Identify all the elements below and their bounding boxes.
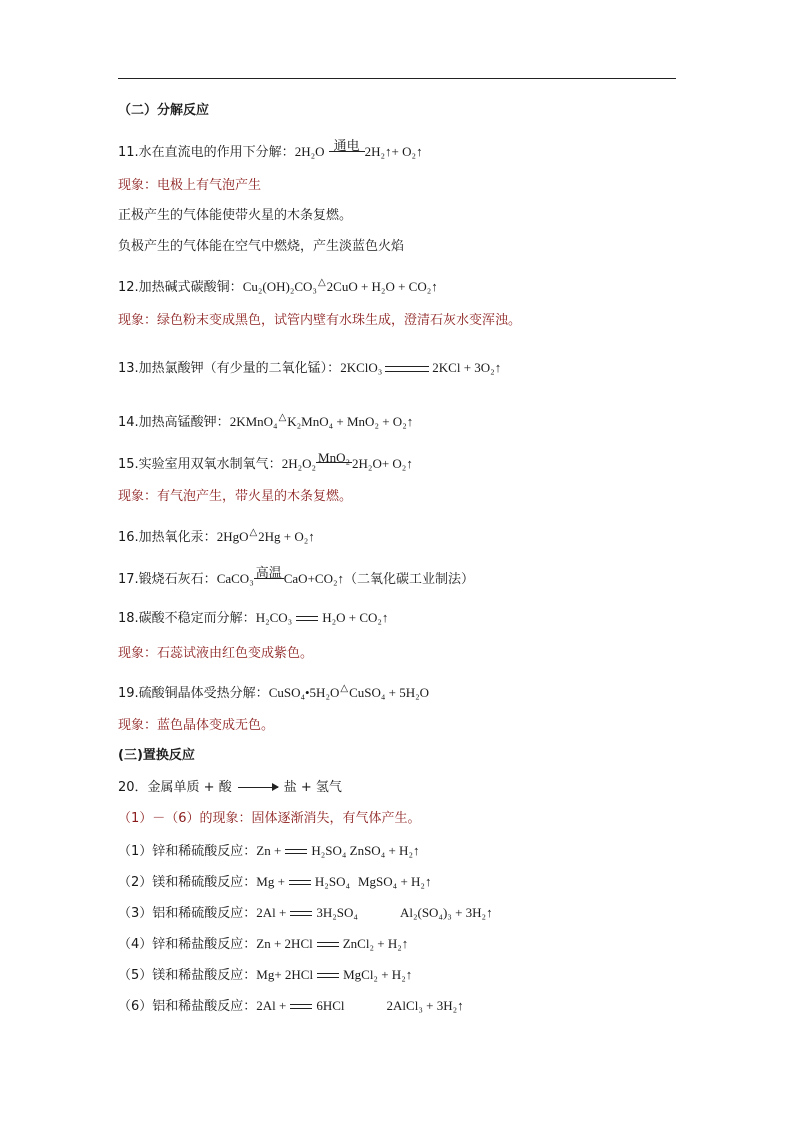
reaction-label: 18.碳酸不稳定而分解： (118, 611, 256, 626)
reactants: Mg + (256, 874, 285, 889)
reactants: 2KMnO₄ (229, 414, 278, 429)
reaction-15 (118, 450, 413, 474)
equals-sign-icon (290, 911, 312, 916)
products: 盐 + 氢气 (283, 780, 342, 795)
observation-20: （1）－（6）的现象：固体逐渐消失，有气体产生。 (118, 811, 421, 826)
products: H₂O + CO₂↑ (322, 610, 389, 625)
reactants: Zn + 2HCl (256, 936, 313, 951)
equals-sign-icon (385, 366, 429, 372)
equals-sign-icon (290, 1004, 312, 1009)
sub-reaction-2 (118, 873, 431, 892)
observation-12: 现象：绿色粉末变成黑色，试管内壁有水珠生成，澄清石灰水变浑浊。 (118, 313, 522, 328)
reaction-label: 14.加热高锰酸钾： (118, 415, 230, 430)
reactants: Cu₂(OH)₂CO₃ (242, 279, 317, 294)
equals-sign-icon (289, 880, 311, 885)
reaction-condition (316, 450, 352, 471)
products: 2AlCl₃ + 3H₂↑ (386, 998, 464, 1013)
equals-sign-icon (317, 973, 339, 978)
heat-triangle-icon: △ (340, 683, 349, 694)
observation-18: 现象：石蕊试液由红色变成紫色。 (118, 646, 314, 661)
observation-15: 现象：有气泡产生，带火星的木条复燃。 (118, 489, 353, 504)
condition-text: 通电 (333, 139, 360, 154)
products: 2H₂O+ O₂↑ (352, 456, 413, 471)
reaction-12 (118, 278, 438, 298)
section-title-substitution: (三)置换反应 (118, 748, 195, 763)
heat-triangle-icon: △ (249, 527, 258, 538)
sub-reaction-label: （1）锌和稀硫酸反应： (118, 844, 257, 859)
reaction-label: 11.水在直流电的作用下分解： (118, 145, 295, 160)
equals-sign-icon (317, 942, 339, 947)
reactants: CuSO₄•5H₂O (268, 685, 340, 700)
reaction-14 (118, 413, 413, 433)
reactants: CaCO₃ (216, 571, 254, 586)
products: Al₂(SO₄)₃ + 3H₂↑ (399, 905, 493, 920)
sub-reaction-4 (118, 935, 408, 954)
reaction-label: 20．金属单质 + 酸 (118, 780, 232, 795)
reaction-16 (118, 528, 315, 548)
products: CuSO₄ + 5H₂O (349, 685, 430, 700)
sub-reaction-1 (118, 842, 419, 861)
sub-reaction-5 (118, 966, 412, 985)
acid: H₂SO₄ (314, 874, 350, 889)
arrow-right-icon (238, 787, 278, 788)
heat-triangle-icon: △ (317, 277, 326, 288)
sub-reaction-label: （3）铝和稀硫酸反应： (118, 906, 257, 921)
products: 2CuO + H₂O + CO₂↑ (326, 279, 438, 294)
sub-reaction-3 (118, 904, 493, 923)
reaction-13 (118, 359, 501, 378)
products: CaO+CO₂↑ (283, 571, 344, 586)
heat-triangle-icon: △ (278, 412, 287, 423)
reactants: 2KClO₃ (340, 360, 383, 375)
reaction-condition (329, 139, 365, 160)
reaction-label: 17.锻烧石灰石： (118, 572, 217, 587)
reaction-label: 13.加热氯酸钾（有少量的二氧化锰）： (118, 361, 341, 376)
reaction-label: 16.加热氧化汞： (118, 530, 217, 545)
sub-reaction-label: （5）镁和稀盐酸反应： (118, 968, 257, 983)
products: MgSO₄ + H₂↑ (358, 874, 432, 889)
reaction-18 (118, 609, 388, 628)
acid: 6HCl (316, 998, 345, 1013)
sub-reaction-label: （6）铝和稀盐酸反应： (118, 999, 257, 1014)
reaction-label: 19.硫酸铜晶体受热分解： (118, 686, 269, 701)
sub-reaction-6 (118, 997, 464, 1016)
products: MgCl₂ + H₂↑ (343, 967, 413, 982)
reaction-19 (118, 684, 429, 704)
reactants: 2H₂O₂ (281, 456, 317, 471)
acid: 3H₂SO₄ (316, 905, 358, 920)
reaction-condition (254, 566, 284, 587)
reactants: H₂CO₃ (255, 610, 293, 625)
observation-11: 现象：电极上有气泡产生 (118, 178, 262, 193)
reactants: 2H₂O (294, 144, 325, 159)
observation-19: 现象：蓝色晶体变成无色。 (118, 718, 275, 733)
observation-11-negative: 负极产生的气体能在空气中燃烧，产生淡蓝色火焰 (118, 239, 405, 254)
header-rule (118, 78, 676, 79)
reactants: 2Al + (256, 998, 287, 1013)
equals-sign-icon (285, 849, 307, 854)
products: H₂SO₄ ZnSO₄ + H₂↑ (311, 843, 420, 858)
catalyst-text: MnO₂ (318, 450, 351, 465)
reaction-note: （二氧化碳工业制法） (344, 572, 475, 587)
products: K₂MnO₄ + MnO₂ + O₂↑ (287, 414, 414, 429)
reactants: Zn + (256, 843, 282, 858)
products: ZnCl₂ + H₂↑ (342, 936, 409, 951)
reaction-label: 15.实验室用双氧水制氧气： (118, 457, 282, 472)
section-title-decomposition: （二）分解反应 (118, 103, 210, 118)
reaction-label: 12.加热碱式碳酸铜： (118, 280, 243, 295)
reaction-17 (118, 566, 475, 589)
reaction-11 (118, 139, 423, 162)
condition-text: 高温 (255, 566, 282, 581)
observation-11-positive: 正极产生的气体能使带火星的木条复燃。 (118, 208, 353, 223)
products: 2Hg + O₂↑ (258, 529, 315, 544)
sub-reaction-label: （4）锌和稀盐酸反应： (118, 937, 257, 952)
sub-reaction-label: （2）镁和稀硫酸反应： (118, 875, 257, 890)
products: 2H₂↑+ O₂↑ (364, 144, 423, 159)
reactants: Mg+ 2HCl (256, 967, 314, 982)
equals-sign-icon (296, 616, 318, 621)
reactants: 2HgO (216, 529, 249, 544)
products: 2KCl + 3O₂↑ (432, 360, 502, 375)
reactants: 2Al + (256, 905, 287, 920)
reaction-20 (118, 779, 342, 797)
